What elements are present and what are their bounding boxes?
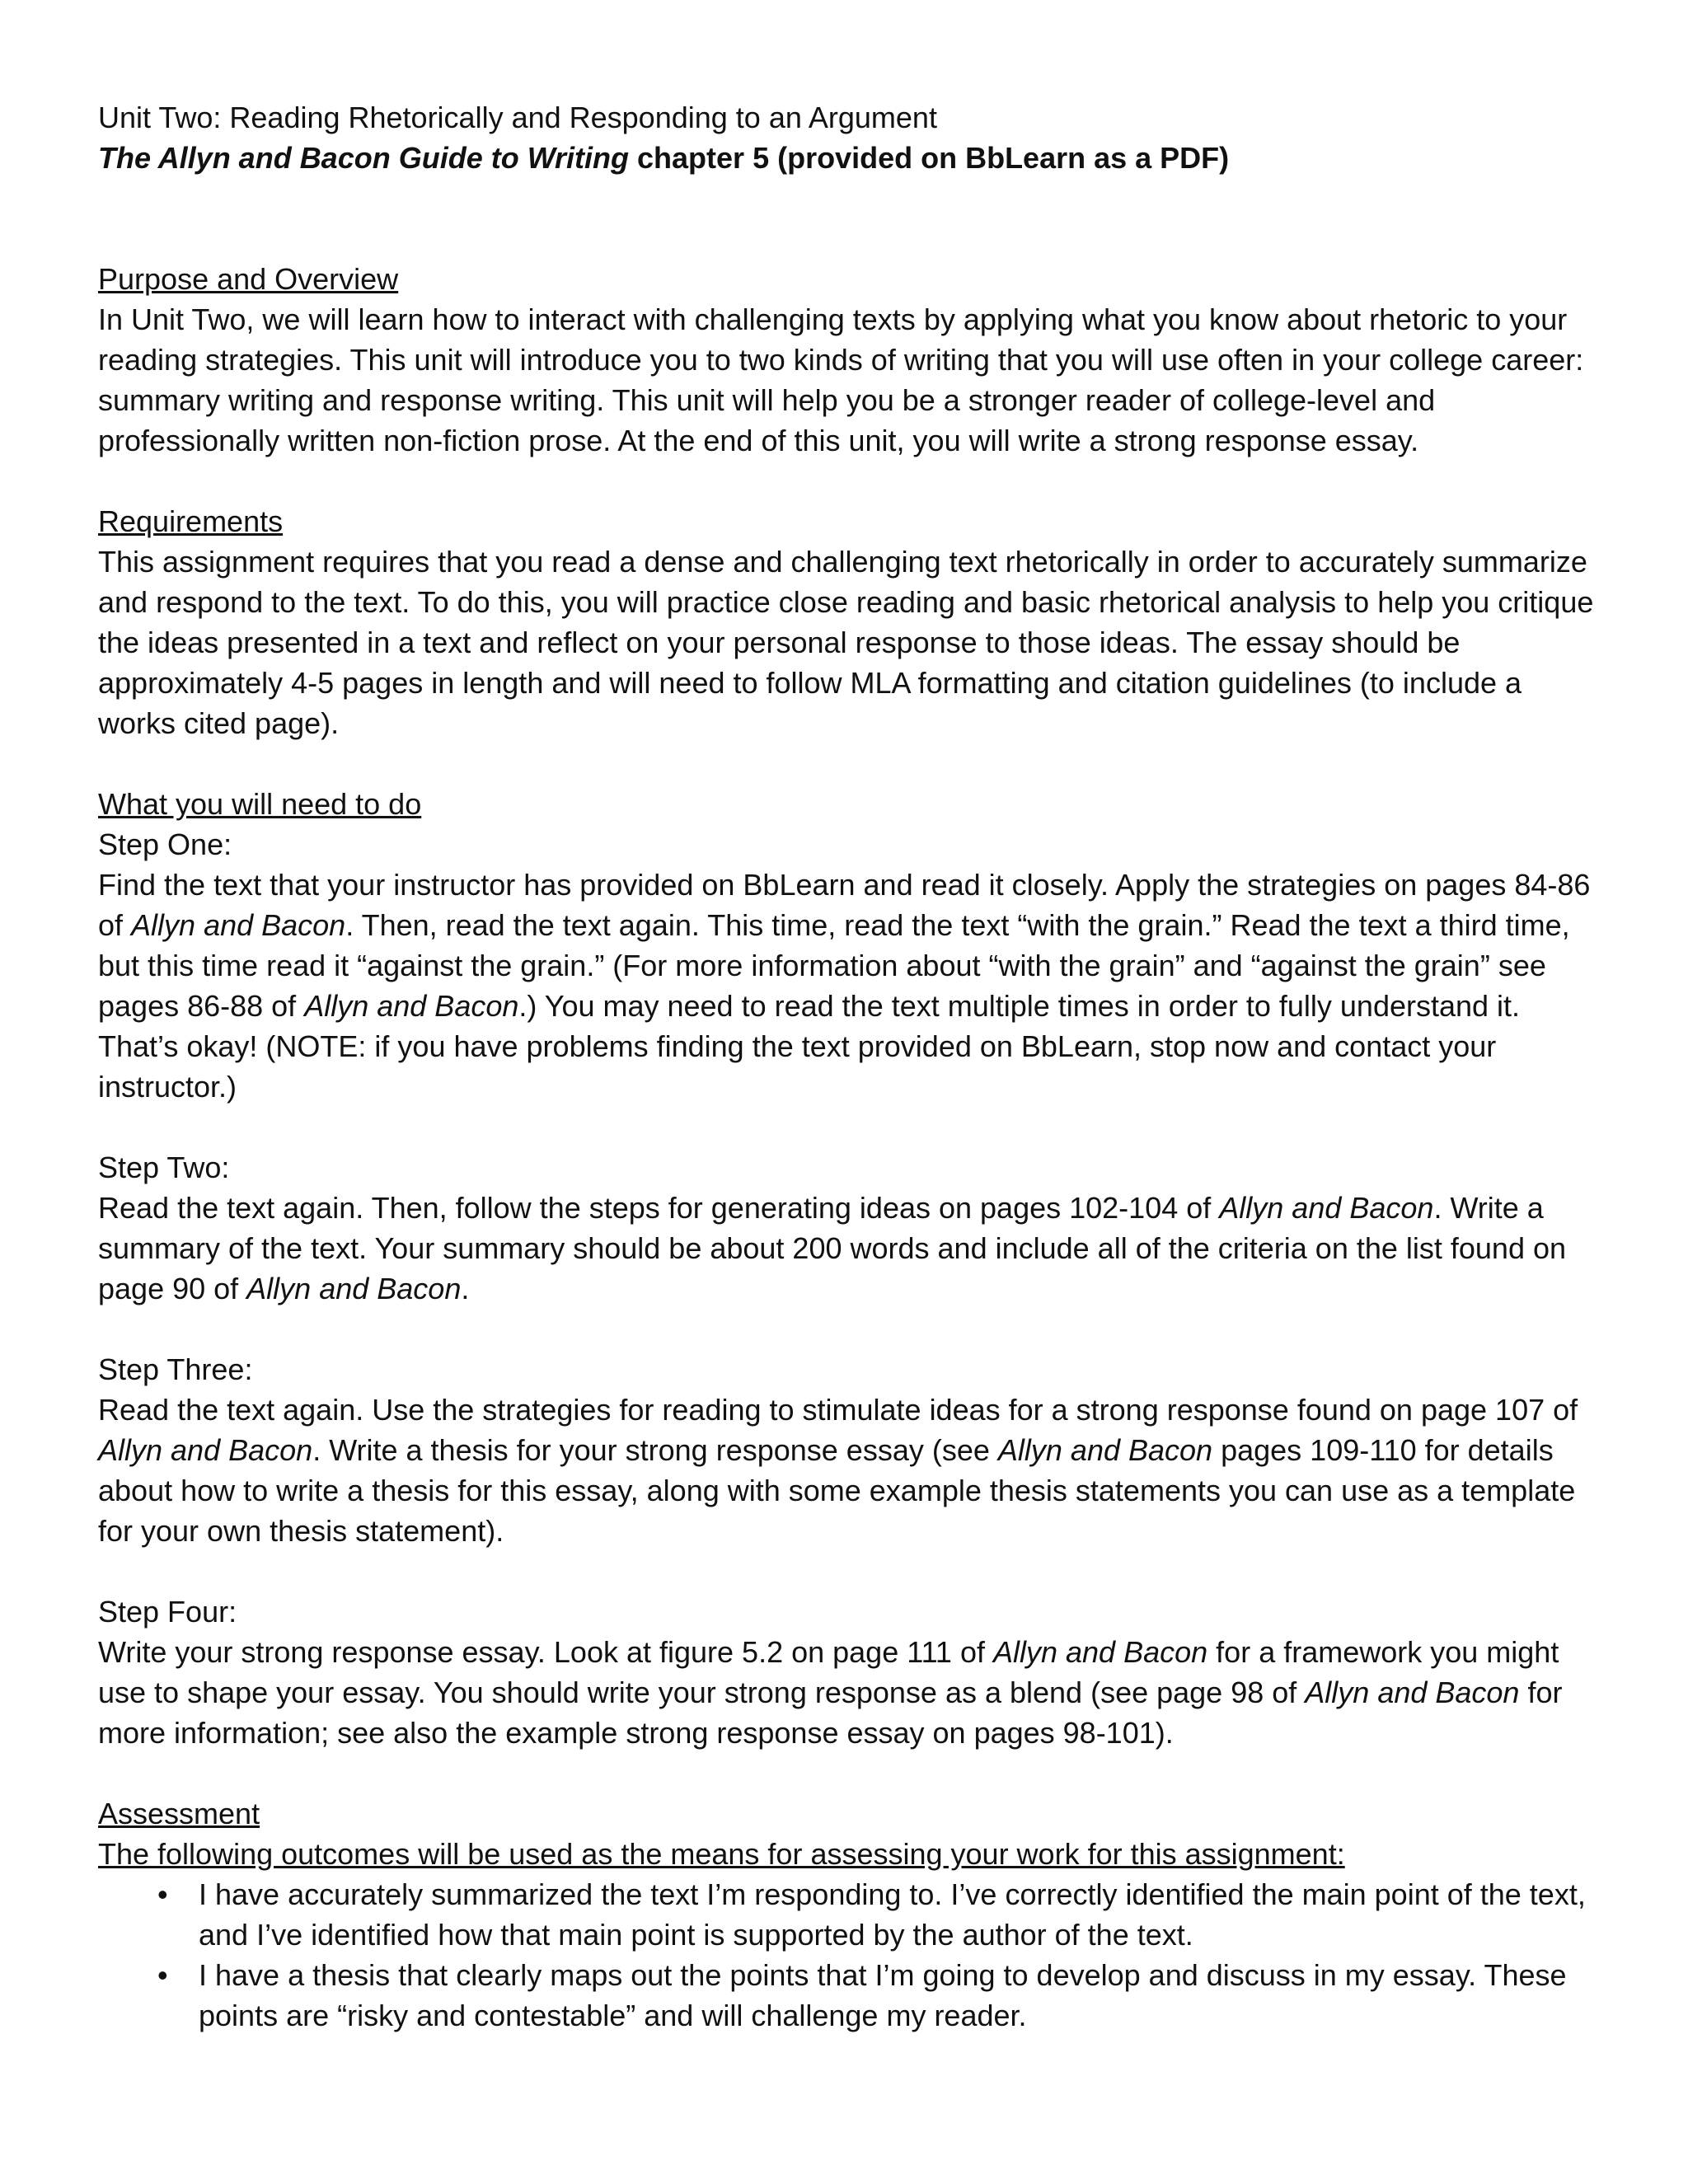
spacer xyxy=(98,743,1606,784)
step-three-body: Read the text again. Use the strategies for reading to stimulate ideas for a strong response found on page 107 of Allyn and Bacon. Write a thesis for your strong response essay (see Allyn and Bacon pages 109-110 for details about how to write a thesis for this essay, along with some example thesis statements you can use as a template for your own thesis statement). xyxy=(98,1393,1578,1548)
spacer xyxy=(98,1309,1606,1349)
purpose-heading: Purpose and Overview xyxy=(98,262,399,296)
book-reference-line xyxy=(98,138,1606,178)
spacer xyxy=(98,461,1606,501)
step-one-label: Step One: xyxy=(98,827,232,861)
purpose-body: In Unit Two, we will learn how to interact with challenging texts by applying what you know about rhetoric to your reading strategies. This unit will introduce you to two kinds of writing that you will use often in your college career: summary writing and response writing. This unit will help you be a stronger reader of college-level and professionally written non-fiction prose. At the end of this unit, you will write a strong response essay. xyxy=(98,302,1584,457)
requirements-body: This assignment requires that you read a dense and challenging text rhetorically in order to accurately summarize and respond to the text. To do this, you will practice close reading and basic rhetorical analysis to help you critique the ideas presented in a text and reflect on your personal response to those ideas. The essay should be approximately 4-5 pages in length and will need to follow MLA formatting and citation guidelines (to include a works cited page). xyxy=(98,545,1594,740)
todo-heading: What you will need to do xyxy=(98,787,422,821)
step-four-label: Step Four: xyxy=(98,1595,237,1629)
step-three-label: Step Three: xyxy=(98,1352,253,1386)
book-ref: Allyn and Bacon xyxy=(1219,1191,1434,1225)
book-ref: Allyn and Bacon xyxy=(98,1433,313,1467)
document-page xyxy=(98,97,1606,2036)
spacer xyxy=(98,1551,1606,1591)
unit-title: Unit Two: Reading Rhetorically and Responding to an Argument xyxy=(98,101,937,134)
assessment-heading: Assessment xyxy=(98,1797,260,1830)
book-ref: Allyn and Bacon xyxy=(997,1433,1213,1467)
spacer xyxy=(98,178,1606,259)
book-title: The Allyn and Bacon Guide to Writing xyxy=(98,141,630,175)
requirements-heading: Requirements xyxy=(98,504,284,538)
book-ref: Allyn and Bacon xyxy=(992,1635,1208,1669)
step-two-label: Step Two: xyxy=(98,1151,230,1184)
book-ref: Allyn and Bacon xyxy=(1305,1675,1520,1709)
step-one-body: Find the text that your instructor has provided on BbLearn and read it closely. Apply the strategies on pages 84-86 of Allyn and Bacon. Then, read the text again. This time, read the text “with the grain.” Read the text a third time, but this time read it “against the grain.” (For more information about “with the grain” and “against the grain” see pages 86-88 of Allyn and Bacon.) You may need to read the text multiple times in order to fully understand it. That’s okay! (NOTE: if you have problems finding the text provided on BbLearn, stop now and contact your instructor.) xyxy=(98,868,1591,1104)
step-two-body: Read the text again. Then, follow the steps for generating ideas on pages 102-104 of Allyn and Bacon. Write a summary of the text. Your summary should be about 200 words and include all of the criteria on the list found on page 90 of Allyn and Bacon. xyxy=(98,1191,1567,1305)
step-four-body: Write your strong response essay. Look at figure 5.2 on page 111 of Allyn and Bacon for a framework you might use to shape your essay. You should write your strong response as a blend (see page 98 of Allyn and Bacon for more information; see also the example strong response essay on pages 98-101). xyxy=(98,1635,1563,1750)
assessment-subheading: The following outcomes will be used as the means for assessing your work for this assignment: xyxy=(98,1837,1345,1871)
book-ref: Allyn and Bacon xyxy=(246,1272,462,1305)
list-item: • I have a thesis that clearly maps out the points that I’m going to develop and discuss in my essay. These points are “risky and contestable” and will challenge my reader. xyxy=(98,1955,1606,2036)
spacer xyxy=(98,1107,1606,1147)
outcomes-list xyxy=(98,1874,1606,2036)
book-title-suffix: chapter 5 (provided on BbLearn as a PDF) xyxy=(629,141,1230,175)
book-ref: Allyn and Bacon xyxy=(304,989,519,1023)
list-item: • I have accurately summarized the text I’m responding to. I’ve correctly identified the main point of the text, and I’ve identified how that main point is supported by the author of the text. xyxy=(98,1874,1606,1955)
book-ref: Allyn and Bacon xyxy=(131,908,346,942)
spacer xyxy=(98,1753,1606,1793)
